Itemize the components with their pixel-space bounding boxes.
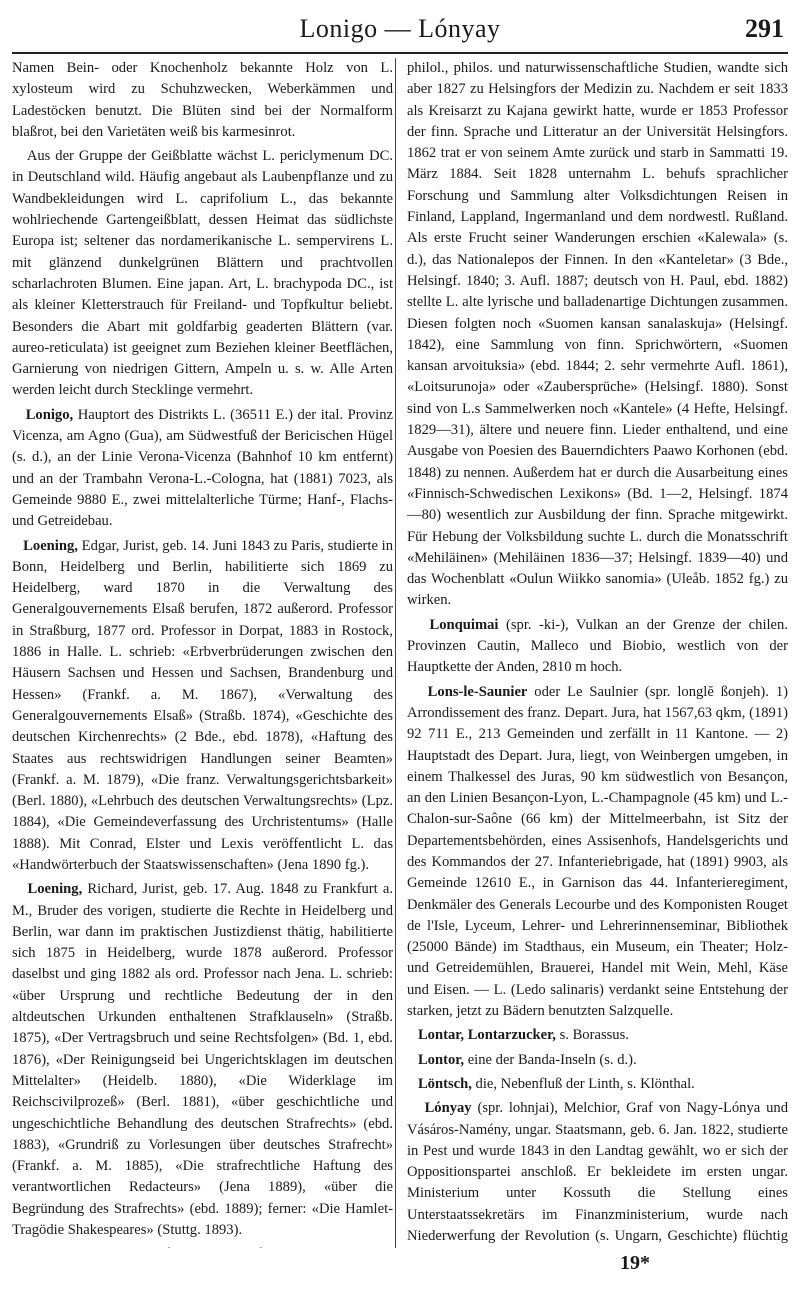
entry-text: oder Le Saulnier (spr. longlĕ ßonjeh). 1) Arrondissement des franz. Depart. Jura, hat 1567,63 qkm, (1891) 92 711 E., 213 Gemeinden und zerfällt in 11 Kantone. — 2) Hauptstadt des Depart. Jura, liegt, von Weinbergen umgeben, in einem Thalkessel des Juras, 90 km südwestlich von Besançon, an den Linien Besançon-Lyon, L.-Champagnole (45 km) und L.-Chalon-sur-Saône (66 km) der Mittelmeerbahn, ist Sitz der Departementsbehörden, eines Assisenhofs, Handelsgerichts und des Kommandos der 27. Infanteriebrigade, hat (1891) 9903, als Gemeinde 12610 E., in Garnison das 44. Infanterieregiment, Denkmäler des Generals Lecourbe und des Komponisten Rouget de l'Isle, Lyceum, Lehrer- und Lehrerinnenseminar, Bibliothek (25000 Bände) im Stadthaus, ein Museum, ein Theater; Holz- und Getreidemühlen, Brauerei, Handel mit Wein, Mehl, Käse und Eisen. — L. (Ledo salinaris) verdankt seine Entstehung der starken, jetzt zu Bädern benutzten Salzquelle. <box>407 683 788 1020</box>
entry-paragraph <box>12 146 393 402</box>
entry-lontar <box>407 1025 788 1046</box>
entry-loening-edgar <box>12 536 393 877</box>
entry-text: s. Borassus. <box>559 1027 629 1044</box>
entry-text: (spr. -ki-), Vulkan an der Grenze der chilen. Provinzen Cautin, Malleco und Biobio, westlich von der Hauptkette der Anden, 2810 m hoch. <box>407 616 788 676</box>
left-column <box>12 58 393 1248</box>
entry-loennrot <box>12 1244 393 1248</box>
entry-lonigo <box>12 405 393 533</box>
headword: Loening, <box>23 537 78 554</box>
entry-text: Namen Bein- oder Knochenholz bekannte Holz von L. xylosteum wird zu Schuhzwecken, Weberkämmen und Ladestöcken benutzt. Die Blüten sind bei der Normalform blaßrot, bei den Varietäten weiß bis karmesinrot. <box>12 60 393 140</box>
entry-text: Richard, Jurist, geb. 17. Aug. 1848 zu Frankfurt a. M., Bruder des vorigen, studierte die Rechte in Heidelberg und Berlin, war dann im praktischen Justizdienst thätig, habilitierte sich 1875 in Heidelberg, wurde 1878 außerord. Professor daselbst und ging 1882 als ord. Professor nach Jena. L. schrieb: «über Ursprung und rechtliche Bedeutung der in den altdeutschen Urkunden enthaltenen Strafklauseln» (Straßb. 1875), «Der Vertragsbruch und seine Rechtsfolgen» (Bd. 1, ebd. 1876), «Der Reinigungseid bei Ungerichtsklagen im deutschen Mittelalter» (Heidelb. 1880), «Die Widerklage im Reichscivilprozeß» (Berl. 1881), «über geschichtliche und ungeschichtliche Behandlung des deutschen Strafrechts» (ebd. 1883), «Grundriß zu Vorlesungen über deutsches Strafrecht» (Frankf. a. M. 1885), «Die strafrechtliche Haftung des verantwortlichen Redacteurs» (Jena 1889), «über die Begründung des Strafrechts» (ebd. 1889); ferner: «Die Hamlet-Tragödie Shakespeares» (Stuttg. 1893). <box>12 881 393 1239</box>
entry-text: (spr. lohnjai), Melchior, Graf von Nagy-Lónya und Vásáros-Namény, ungar. Staatsmann, geb. 6. Jan. 1822, studierte in Pest und wurde 1843 in den Landtag gewählt, wo er sich der Oppositionspartei anschloß. Er bekleidete im ersten ungar. Ministerium unter Kossuth die Stellung eines Unterstaatssekretärs im Finanzministerium, wurde nach Niederwerfung der Revolution (s. Ungarn, Geschichte) flüchtig <box>407 1100 788 1245</box>
right-column <box>407 58 788 1248</box>
headword: Löntsch, <box>417 1075 472 1092</box>
signature-mark: 19* <box>620 1252 650 1274</box>
entry-text: Edgar, Jurist, geb. 14. Juni 1843 zu Paris, studierte in Bonn, Heidelberg und Berlin, habilitierte sich 1869 zu Heidelberg, ward 1870 in die Verwaltung des Generalgouvernements Elsaß berufen, 1872 außerord. Professor in Straßburg, 1877 ord. Professor in Dorpat, 1883 in Rostock, 1886 in Halle. L. schrieb: «Erbverbrüderungen zwischen den Häusern Sachsen und Hessen und Sachsen, Brandenburg und Hessen» (Frankf. a. M. 1867), «Verwaltung des Generalgouvernements Elsaß» (Straßb. 1874), «Geschichte des deutschen Kirchenrechts» (2 Bde., ebd. 1878), «Haftung des Staates aus rechtswidrigen Handlungen seiner Beamten» (Frankf. a. M. 1879), «Die franz. Verwaltungsgerichtsbarkeit» (Berl. 1880), «Lehrbuch des deutschen Verwaltungsrechts» (Lpz. 1884), «Die Gemeindeverfassung des Urchristentums» (Halle 1888). Mit Conrad, Elster und Lexis veröffentlicht L. das «Handwörterbuch der Staatswissenschaften» (Jena 1890 fg.). <box>12 537 393 873</box>
entry-lonyay <box>407 1098 788 1248</box>
entry-text: philol., philos. und naturwissenschaftliche Studien, wandte sich aber 1827 zu Helsingfors der Medizin zu. Nachdem er seit 1833 als Kreisarzt zu Kajana gewirkt hatte, wurde er 1853 Professor der finn. Sprache und Litteratur an der Universität Helsingfors. 1862 trat er von seinem Amte zurück und starb in Sammatti 19. März 1884. Seit 1828 unternahm L. behufs sprachlicher Forschung und Sammlung alter Volksdichtungen Reisen in Finland, Lappland, Ingermanland und dem nordwestl. Rußland. Als erste Frucht seiner Wanderungen erschien «Kalewala» (s. d.), das Nationalepos der Finnen. In den «Kanteletar» (3 Bde., Helsingf. 1840; 3. Aufl. 1887; deutsch von H. Paul, ebd. 1882) stellte L. alte lyrische und balladenartige Dichtungen zusammen. Diesen folgten noch «Suomen kansan sanalaskuja» (Helsingf. 1842), eine Sammlung von finn. Sprichwörtern, «Suomen kansan arvoituksia» (ebd. 1844; 2. sehr vermehrte Aufl. 1861), «Loitsurunoja» oder «Zaubersprüche» (Helsingf. 1880). Sonst sind von L.s Sammelwerken noch «Kantele» (4 Hefte, Helsingf. 1829—31), ältere und neuere finn. Lieder enthaltend, und eine Ausgabe von Poesien des Bauerndichters Paawo Korhonen (ebd. 1848) zu nennen. Außerdem hat er durch die Ausarbeitung eines «Finnisch-Schwedischen Lexikons» (Bd. 1—2, Helsingf. 1874—80) wesentlich zur Ausbildung der finn. Sprache mitgewirkt. Für Hebung der Volksbildung suchte L. durch die Monatsschrift «Mehiläinen» (Mehiläinen 1836—37; Helsingf. 1839—40) und das Wochenblatt «Oulun Wiikko sanomia» (Uleåb. 1852 fg.) zu wirken. <box>407 60 788 609</box>
running-title: Lonigo — Lónyay <box>299 14 501 43</box>
entry-lontor <box>407 1050 788 1071</box>
entry-text: Hauptort des Distrikts L. (36511 E.) der ital. Provinz Vicenza, am Agno (Gua), am Südwestfuß der Bericischen Hügel (s. d.), an der Linie Verona-Vicenza (Bahnhof 10 km entfernt) und an der Trambahn Verona-L.-Cologna, hat (1881) 7023, als Gemeinde 9880 E., zwei mittelalterliche Türme; Hanf-, Flachs- und Getreidebau. <box>12 406 393 530</box>
entry-text: eine der Banda-Inseln (s. d.). <box>467 1051 637 1068</box>
entry-lons-le-saunier <box>407 682 788 1023</box>
entry-continuation <box>12 58 393 143</box>
entry-loening-richard <box>12 879 393 1241</box>
headword: Lonigo, <box>25 406 74 423</box>
entry-lonquimai <box>407 615 788 679</box>
headword: Lonquimai <box>429 616 499 633</box>
page-number: 291 <box>745 14 784 43</box>
entry-continuation <box>407 58 788 612</box>
headword: Lontar, Lontarzucker, <box>417 1027 556 1044</box>
entry-text: Aus der Gruppe der Geißblatte wächst L. periclymenum DC. in Deutschland wild. Häufig angebaut als Laubenpflanze und zu Wandbekleidungen wird L. caprifolium L., das bekannte wohlriechende Gartengeißblatt, dessen Heimat das südlichste Europa ist; seltener das nordamerikanische L. sempervirens L. mit glänzend dunkelgrünen Blättern und prachtvollen scharlachroten Blumen. Eine japan. Art, L. brachypoda DC., ist als kleiner Kletterstrauch für Freiland- und Topfkultur beliebt. Besonders die Abart mit goldfarbig geaderten Blättern (var. aureo-reticulata) ist geeignet zum Beziehen kleiner Beetflächen, Garnierung von niedrigen Gittern, Ampeln u. s. w. Alle Arten werden leicht durch Stecklinge vermehrt. <box>12 148 393 399</box>
header-rule <box>12 52 788 54</box>
headword: Lons-le-Saunier <box>427 683 528 700</box>
headword: Lónyay <box>424 1100 472 1117</box>
entry-loentsch <box>407 1074 788 1095</box>
headword: Loening, <box>27 881 83 898</box>
headword: Lontor, <box>417 1051 465 1068</box>
headword <box>29 1246 84 1248</box>
two-column-body <box>12 58 788 1248</box>
entry-text: die, Nebenfluß der Linth, s. Klönthal. <box>475 1075 695 1092</box>
page-header <box>0 14 800 54</box>
